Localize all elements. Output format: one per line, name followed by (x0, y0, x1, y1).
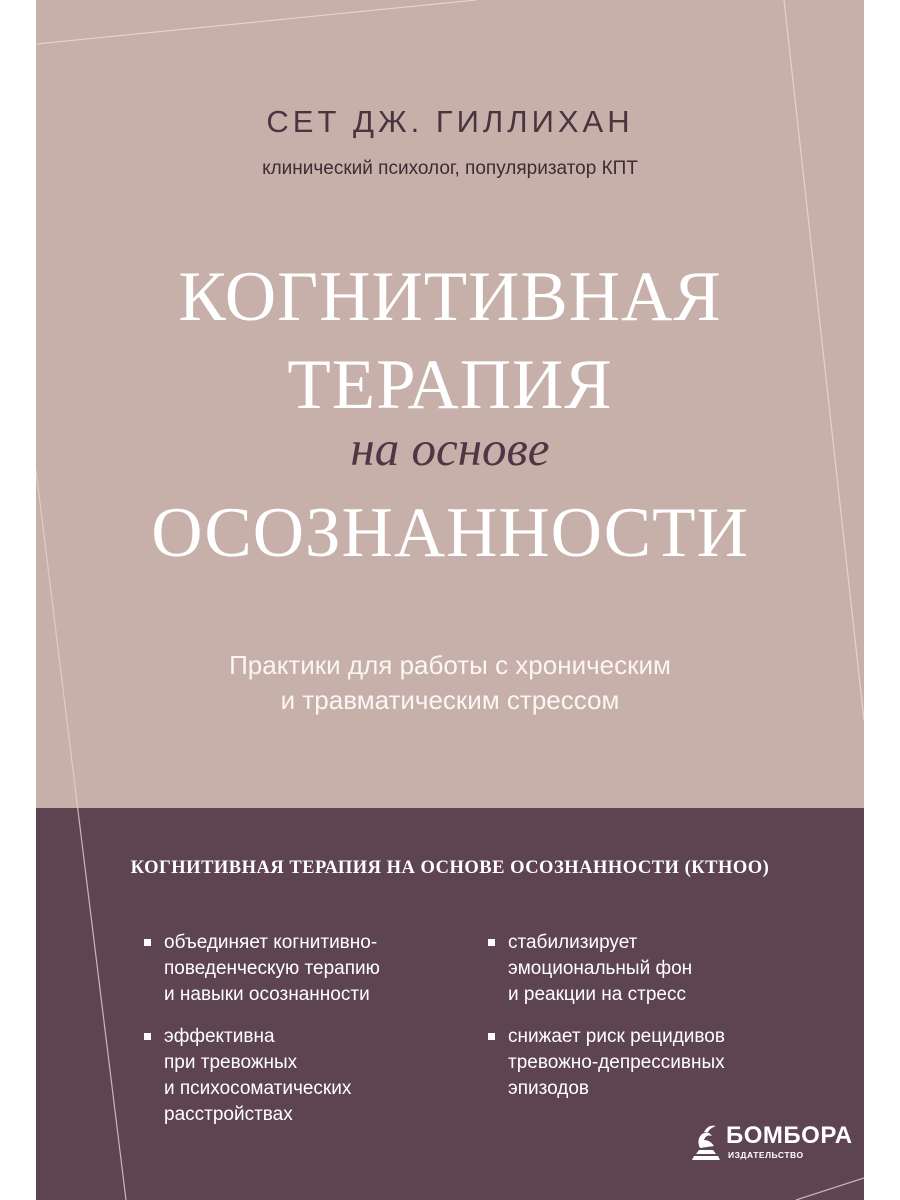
title-line-2: ТЕРАПИЯ (287, 346, 613, 424)
bullet-text: стабилизирует (508, 932, 638, 953)
bullet-text: эмоциональный фон (508, 958, 693, 979)
bullet-square-icon (144, 939, 151, 946)
bullet-text: расстройствах (164, 1104, 293, 1125)
title-line-3: на основе (350, 421, 550, 476)
bullet-list-left (142, 930, 462, 1144)
bullet-text: тревожно-депрессивных (508, 1052, 725, 1073)
bombora-logo-icon (686, 1120, 726, 1164)
book-cover (36, 0, 864, 1200)
author-name: СЕТ ДЖ. ГИЛЛИХАН (266, 104, 634, 139)
publisher-name: БОМБОРА (726, 1122, 853, 1149)
subtitle-line-2: и травматическим стрессом (280, 685, 620, 715)
author-role: клинический психолог, популяризатор КПТ (262, 158, 638, 179)
bullet-square-icon (488, 1033, 495, 1040)
info-heading: КОГНИТИВНАЯ ТЕРАПИЯ НА ОСНОВЕ ОСОЗНАННОСТИ (КТНОО) (130, 858, 770, 878)
bullet-square-icon (488, 939, 495, 946)
title-line-1: КОГНИТИВНАЯ (178, 258, 722, 336)
bullet-text: объединяет когнитивно- (164, 932, 378, 953)
bullet-text: при тревожных (164, 1052, 298, 1073)
list-item (486, 1024, 806, 1102)
list-item (142, 930, 462, 1008)
bullet-text: и реакции на стресс (508, 984, 686, 1005)
bullet-square-icon (144, 1033, 151, 1040)
bullet-text: эпизодов (508, 1078, 589, 1099)
publisher-subtitle: ИЗДАТЕЛЬСТВО (728, 1150, 804, 1160)
bullet-list-right (486, 930, 806, 1118)
bullet-text: поведенческую терапию (164, 958, 380, 979)
bullet-text: эффективна (164, 1026, 275, 1047)
title-line-4: ОСОЗНАННОСТИ (151, 494, 749, 572)
bullet-text: снижает риск рецидивов (508, 1026, 725, 1047)
book-subtitle (36, 648, 864, 718)
bullet-text: и навыки осознанности (164, 984, 370, 1005)
bullet-text: и психосоматических (164, 1078, 352, 1099)
subtitle-line-1: Практики для работы с хроническим (229, 650, 671, 680)
list-item (142, 1024, 462, 1128)
publisher-logo (686, 1118, 853, 1166)
list-item (486, 930, 806, 1008)
